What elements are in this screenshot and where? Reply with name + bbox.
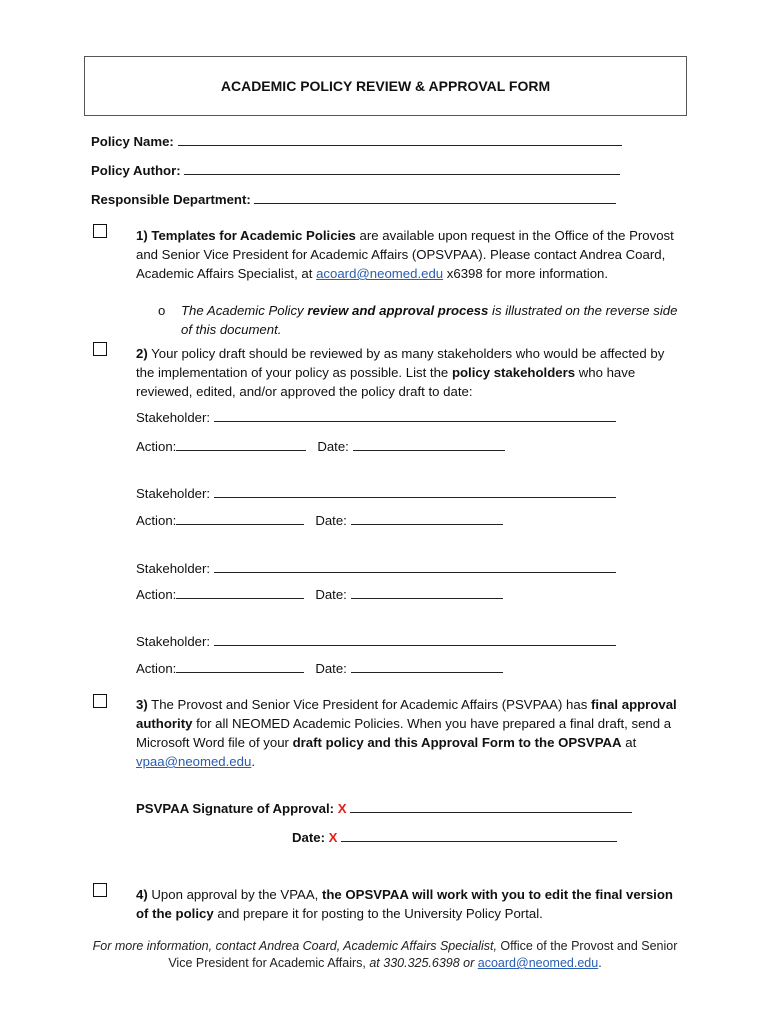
- date-line[interactable]: [351, 662, 503, 673]
- section3-text-b: for all NEOMED Academic Policies. When you have prepared a final draft, send a Microsoft Word file of your: [136, 716, 672, 750]
- signature-label: PSVPAA Signature of Approval:: [136, 801, 335, 816]
- footer-note: [90, 938, 680, 972]
- section3-text-c: at: [621, 735, 637, 750]
- section3-text-a: The Provost and Senior Vice President for Academic Affairs (PSVPAA) has: [147, 697, 591, 712]
- section3-email-link[interactable]: vpaa@neomed.edu: [136, 754, 252, 769]
- stakeholder-line[interactable]: [214, 635, 616, 646]
- stakeholder-row[interactable]: [136, 410, 616, 425]
- footer-italic-b: at 330.325.6398 or: [369, 956, 478, 970]
- signature-line[interactable]: [350, 802, 632, 813]
- signature-date-label: Date:: [292, 830, 325, 845]
- action-line[interactable]: [176, 514, 304, 525]
- responsible-department-label: Responsible Department:: [91, 192, 251, 207]
- section2-checkbox[interactable]: [93, 342, 107, 356]
- action-line[interactable]: [176, 440, 306, 451]
- section4-text-a: Upon approval by the VPAA,: [147, 887, 322, 902]
- section4-bold-a: the OPSVPAA will work with you to edit the final version of the policy: [136, 887, 673, 921]
- section1-lead: 1) Templates for Academic Policies: [136, 228, 356, 243]
- stakeholder-row[interactable]: [136, 634, 616, 649]
- responsible-department-field[interactable]: [91, 192, 616, 207]
- date-line[interactable]: [351, 514, 503, 525]
- bullet-text-a: The Academic Policy: [181, 303, 308, 318]
- section2-bold-mid: policy stakeholders: [451, 365, 576, 380]
- stakeholder-label: Stakeholder:: [136, 561, 211, 576]
- policy-name-label: Policy Name:: [91, 134, 174, 149]
- footer-email-link[interactable]: acoard@neomed.edu: [477, 956, 599, 970]
- signature-mark: X: [337, 801, 347, 816]
- signature-row[interactable]: [136, 801, 632, 816]
- stakeholder-label: Stakeholder:: [136, 410, 211, 425]
- action-date-row[interactable]: [136, 587, 503, 602]
- stakeholder-label: Stakeholder:: [136, 634, 211, 649]
- stakeholder-line[interactable]: [214, 487, 616, 498]
- section3-checkbox[interactable]: [93, 694, 107, 708]
- signature-date-row[interactable]: [292, 830, 617, 845]
- policy-author-label: Policy Author:: [91, 163, 181, 178]
- date-line[interactable]: [351, 588, 503, 599]
- section4-checkbox[interactable]: [93, 883, 107, 897]
- date-label: Date:: [315, 513, 347, 528]
- policy-author-field[interactable]: [91, 163, 620, 178]
- action-line[interactable]: [176, 588, 304, 599]
- section1-text-a: are available upon request in the Office of the Provost and Senior Vice President for Academic Affairs (OPSVPAA). Please contact Andrea Coard, Academic Affairs Specialist, at: [136, 228, 674, 281]
- section1-paragraph: [136, 226, 681, 283]
- policy-name-line[interactable]: [178, 135, 622, 146]
- action-label: Action:: [136, 439, 177, 454]
- stakeholder-row[interactable]: [136, 561, 616, 576]
- action-date-row[interactable]: [136, 439, 505, 454]
- section3-paragraph: [136, 695, 681, 771]
- section4-lead: 4): [136, 887, 148, 902]
- footer-text-b: .: [598, 956, 602, 970]
- action-label: Action:: [136, 661, 177, 676]
- section3-bold-a: final approval authority: [136, 697, 677, 731]
- action-line[interactable]: [176, 662, 304, 673]
- responsible-department-line[interactable]: [254, 193, 616, 204]
- date-label: Date:: [317, 439, 349, 454]
- form-title: ACADEMIC POLICY REVIEW & APPROVAL FORM: [84, 56, 687, 116]
- date-line[interactable]: [353, 440, 505, 451]
- section1-email-link[interactable]: acoard@neomed.edu: [316, 266, 444, 281]
- bullet-bold: review and approval process: [307, 303, 489, 318]
- section3-bold-b: draft policy and this Approval Form to the OPSVPAA: [292, 735, 622, 750]
- footer-italic-a: For more information, contact Andrea Coard, Academic Affairs Specialist,: [92, 939, 497, 953]
- section1-text-b: x6398 for more information.: [443, 266, 609, 281]
- section1-bullet-text: [181, 301, 681, 339]
- action-date-row[interactable]: [136, 661, 503, 676]
- action-date-row[interactable]: [136, 513, 503, 528]
- stakeholder-line[interactable]: [214, 411, 616, 422]
- section1-checkbox[interactable]: [93, 224, 107, 238]
- signature-date-mark: X: [328, 830, 338, 845]
- section2-lead: 2): [136, 346, 148, 361]
- footer-text-a: Office of the Provost and Senior Vice President for Academic Affairs,: [168, 939, 678, 970]
- section4-paragraph: [136, 885, 681, 923]
- action-label: Action:: [136, 513, 177, 528]
- action-label: Action:: [136, 587, 177, 602]
- stakeholder-line[interactable]: [214, 562, 616, 573]
- section2-text-b: who have reviewed, edited, and/or approved the policy draft to date:: [136, 365, 636, 399]
- section3-lead: 3): [136, 697, 148, 712]
- section4-text-b: and prepare it for posting to the University Policy Portal.: [213, 906, 543, 921]
- stakeholder-label: Stakeholder:: [136, 486, 211, 501]
- date-label: Date:: [315, 587, 347, 602]
- bullet-marker: o: [158, 303, 166, 318]
- signature-date-line[interactable]: [341, 831, 617, 842]
- policy-name-field[interactable]: [91, 134, 622, 149]
- section3-text-d: .: [251, 754, 255, 769]
- stakeholder-row[interactable]: [136, 486, 616, 501]
- bullet-text-b: is illustrated on the reverse side of this document.: [181, 303, 678, 337]
- section2-text-a: Your policy draft should be reviewed by as many stakeholders who would be affected by the implementation of your policy as possible. List the: [136, 346, 665, 380]
- date-label: Date:: [315, 661, 347, 676]
- section2-paragraph: [136, 344, 681, 401]
- policy-author-line[interactable]: [184, 164, 620, 175]
